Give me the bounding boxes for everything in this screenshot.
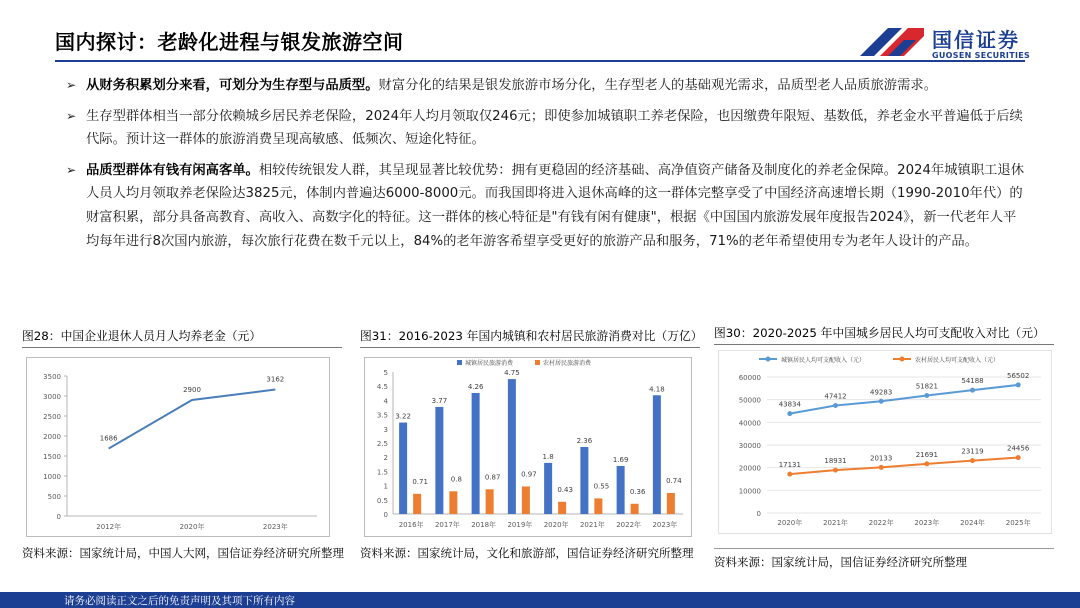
legend-swatch <box>457 360 462 365</box>
data-label: 1.69 <box>612 456 629 465</box>
y-tick-label: 1500 <box>43 453 61 461</box>
data-label: 1.8 <box>542 452 554 461</box>
y-tick-label: 2000 <box>43 433 61 441</box>
bullet-lead: 品质型群体有钱有闲高客单。 <box>86 162 259 178</box>
data-label: 2.36 <box>576 436 593 445</box>
x-tick-label: 2017年 <box>434 521 460 529</box>
y-tick-label: 500 <box>47 493 61 501</box>
data-label: 0.55 <box>593 482 610 491</box>
data-point <box>787 472 792 477</box>
legend-marker <box>900 357 905 362</box>
y-tick-label: 20000 <box>738 464 761 473</box>
chart-title: 图28：中国企业退休人员月人均养老金（元） <box>22 329 262 343</box>
y-tick-label: 3000 <box>43 393 61 401</box>
data-point <box>970 458 975 463</box>
y-tick-label: 1000 <box>43 473 61 481</box>
bullet-item <box>66 74 1026 98</box>
data-label: 0.36 <box>629 487 646 496</box>
bullet-lead: 从财务积累划分来看，可划分为生存型与品质型。 <box>86 78 379 93</box>
data-label: 2900 <box>183 386 201 394</box>
data-label: 1686 <box>99 434 118 443</box>
rural-bar <box>667 493 675 514</box>
chart-frame <box>26 357 330 537</box>
arrow-bullet-icon: ➢ <box>66 108 77 123</box>
y-tick-label: 3 <box>383 425 388 434</box>
chart-source: 资料来源：国家统计局，国信证券经济研究所整理 <box>714 555 967 569</box>
data-label: 4.75 <box>504 369 520 378</box>
data-label: 49283 <box>870 388 893 397</box>
data-point <box>833 403 838 408</box>
x-tick-label: 2024年 <box>960 519 985 527</box>
data-label: 0.71 <box>412 477 428 486</box>
data-point <box>924 393 929 398</box>
data-point <box>833 468 838 473</box>
data-point <box>879 465 884 470</box>
data-label: 56502 <box>1007 371 1030 380</box>
x-tick-label: 2021年 <box>579 521 605 529</box>
page-title: 国内探讨：老龄化进程与银发旅游空间 <box>55 30 404 54</box>
arrow-bullet-icon: ➢ <box>66 78 77 92</box>
x-tick-label: 2023年 <box>262 523 288 531</box>
x-tick-label: 2020年 <box>543 521 569 529</box>
y-tick-label: 5 <box>383 369 388 377</box>
urban-bar <box>580 447 588 514</box>
x-tick-label: 2021年 <box>823 519 848 527</box>
data-label: 0.87 <box>484 473 501 482</box>
x-tick-label: 2018年 <box>471 521 497 529</box>
bullet-list <box>66 74 1026 260</box>
chart-source: 资料来源：国家统计局，中国人大网，国信证券经济研究所整理 <box>22 546 344 560</box>
bullet-item <box>66 159 1026 253</box>
data-label: 17131 <box>778 461 801 470</box>
x-tick-label: 2022年 <box>616 521 642 529</box>
y-tick-label: 40000 <box>738 419 761 428</box>
legend-swatch <box>535 360 540 365</box>
data-label: 23119 <box>961 447 984 456</box>
y-tick-label: 1 <box>383 482 388 491</box>
bullet-text: 相较传统银发人群，其呈现显著比较优势：拥有更稳固的经济基础、高净值资产储备及制度化的养老金保障。2024年城镇职工退休人员人均月领取养老保险达3825元，体制内普遍达6000-8000元。而我国即将进入退休高峰的这一群体完整享受了中国经济高速增长期（1990-2010年代）的财富积累，部分具备高教育、高收入、高数字化的特征。这一群体的核心特征是"有钱有闲有健康"，根据《中国国内旅游发展年度报告2024》，新一代老年人平均每年进行8次国内旅游，每次旅行花费在数千元以上，84%的老年游客希望享受更好的旅游产品和服务，71%的老年希望使用专为老年人设计的产品。 <box>86 162 1025 249</box>
rural-bar <box>413 494 421 514</box>
pension-line-chart <box>27 358 329 536</box>
chart-title-divider <box>714 344 1054 345</box>
chart-title: 图31：2016-2023 年国内城镇和农村居民旅游消费对比（万亿） <box>360 329 703 343</box>
logo-mark-icon <box>858 22 928 62</box>
data-point <box>924 461 929 466</box>
data-point <box>787 411 792 416</box>
urban-bar <box>399 423 407 514</box>
rural-bar <box>449 491 457 514</box>
y-tick-label: 1.5 <box>376 468 388 477</box>
data-point <box>1016 455 1021 460</box>
legend-label: 农村居民人均可支配收入（元） <box>915 357 1000 364</box>
data-label: 43834 <box>778 400 801 409</box>
y-tick-label: 30000 <box>738 442 761 450</box>
data-point <box>1016 382 1021 387</box>
x-tick-label: 2019年 <box>507 521 533 529</box>
data-label: 0.74 <box>666 476 682 485</box>
data-label: 20133 <box>870 454 893 463</box>
urban-bar <box>508 379 516 514</box>
data-label: 54188 <box>961 377 984 386</box>
data-point <box>970 388 975 393</box>
y-tick-label: 3500 <box>43 373 61 381</box>
x-tick-label: 2023年 <box>914 519 940 527</box>
income-line-chart <box>719 351 1051 533</box>
rural-bar <box>486 489 494 514</box>
chart-panel-pension <box>22 327 342 348</box>
arrow-bullet-icon: ➢ <box>66 162 77 177</box>
footer-disclaimer: 请务必阅读正文之后的免责声明及其项下所有内容 <box>64 595 295 607</box>
chart-title-divider <box>22 347 342 348</box>
x-tick-label: 2023年 <box>652 521 678 529</box>
urban-bar <box>653 395 661 514</box>
data-label: 3.22 <box>395 412 411 421</box>
data-label: 24456 <box>1007 444 1030 453</box>
y-tick-label: 50000 <box>738 396 761 405</box>
y-tick-label: 2.5 <box>376 440 388 448</box>
y-tick-label: 10000 <box>738 487 761 496</box>
legend-label: 城镇居民旅游消费 <box>465 360 514 367</box>
rural-bar <box>594 498 602 514</box>
pension-series-line <box>109 390 276 449</box>
x-tick-label: 2025年 <box>1005 519 1031 527</box>
y-tick-label: 4 <box>383 397 388 406</box>
y-tick-label: 3.5 <box>376 411 388 420</box>
logo-text-cn: 国信证券 <box>932 28 1020 52</box>
rural-bar <box>522 486 530 514</box>
y-tick-label: 0 <box>56 513 61 521</box>
legend-label: 城镇居民人均可支配收入（元） <box>781 357 866 364</box>
urban-bar <box>617 466 625 514</box>
data-label: 47412 <box>824 392 847 401</box>
urban-bar <box>435 407 443 514</box>
chart-source: 资料来源：国家统计局，文化和旅游部，国信证券经济研究所整理 <box>360 546 694 560</box>
company-logo <box>858 22 1031 64</box>
y-tick-label: 0 <box>383 511 388 519</box>
chart-panel-income <box>714 324 1054 345</box>
data-label: 21691 <box>915 450 938 459</box>
legend-label: 农村居民旅游消费 <box>543 360 592 367</box>
data-point <box>879 399 884 404</box>
legend-marker <box>766 357 771 362</box>
rural-bar <box>558 502 566 514</box>
data-label: 0.8 <box>450 475 462 484</box>
data-label: 3162 <box>266 375 285 384</box>
tourism-bar-chart <box>365 358 691 536</box>
y-tick-label: 2500 <box>43 413 61 421</box>
y-tick-label: 0.5 <box>376 496 388 505</box>
y-tick-label: 60000 <box>738 374 761 382</box>
chart-panel-tourism <box>360 327 703 348</box>
urban-bar <box>472 393 480 514</box>
x-tick-label: 2022年 <box>868 519 894 527</box>
y-tick-label: 0 <box>756 510 761 518</box>
x-tick-label: 2020年 <box>777 519 803 527</box>
data-label: 0.97 <box>521 470 537 479</box>
y-tick-label: 2 <box>383 454 388 463</box>
x-tick-label: 2016年 <box>398 521 424 529</box>
y-tick-label: 4.5 <box>376 383 388 392</box>
data-label: 3.77 <box>431 396 448 405</box>
bullet-item <box>66 105 1026 152</box>
data-label: 0.43 <box>557 485 573 494</box>
logo-text-en: GUOSEN SECURITIES <box>932 51 1031 60</box>
chart-title: 图30：2020-2025 年中国城乡居民人均可支配收入对比（元） <box>714 326 1045 340</box>
data-label: 51821 <box>915 382 938 391</box>
chart-frame <box>718 350 1052 534</box>
data-label: 4.18 <box>649 385 665 394</box>
bullet-text: 财富分化的结果是银发旅游市场分化，生存型老人的基础观光需求，品质型老人品质旅游需求。 <box>378 78 937 93</box>
data-label: 18931 <box>824 457 847 466</box>
rural-bar <box>631 504 639 514</box>
urban-bar <box>544 463 552 514</box>
bullet-text: 生存型群体相当一部分依赖城乡居民养老保险，2024年人均月领取仅246元；即使参加城镇职工养老保险，也因缴费年限短、基数低，养老金水平普遍低于后续代际。预计这一群体的旅游消费呈现高敏感、低频次、短途化特征。 <box>86 108 1023 148</box>
x-tick-label: 2012年 <box>96 523 122 531</box>
source-divider <box>714 548 1054 549</box>
chart-frame <box>364 357 692 537</box>
footer-bar <box>0 592 1080 608</box>
chart-title-divider <box>360 347 700 348</box>
x-tick-label: 2020年 <box>179 523 205 531</box>
data-label: 4.26 <box>467 383 484 392</box>
